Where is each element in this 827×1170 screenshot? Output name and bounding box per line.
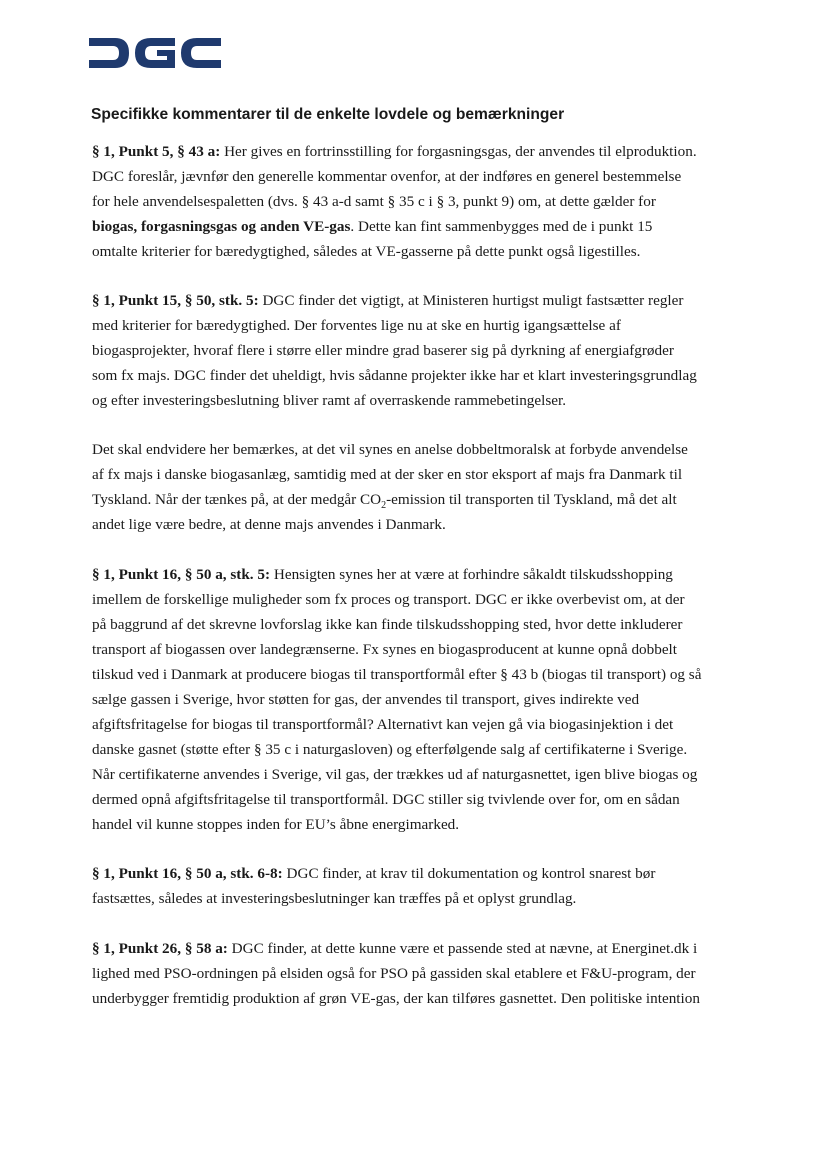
paragraph-5	[92, 861, 655, 911]
para-line: og efter investeringsbeslutning bliver ramt af overraskende rammebetingelser.	[92, 392, 567, 409]
para-line: transport af biogassen over landegrænserne. Fx synes en biogasproducent at kunne opnå dobbelt	[92, 641, 677, 658]
paragraph-6	[92, 936, 700, 1011]
para-line: § 1, Punkt 15, § 50, stk. 5: DGC finder det vigtigt, at Ministeren hurtigst muligt fastsætter regler	[92, 292, 684, 309]
paragraph-1	[92, 139, 697, 264]
para-line: underbygger fremtidig produktion af grøn VE-gas, der kan tilføres gasnettet. Den politiske intention	[92, 990, 700, 1007]
section-heading: Specifikke kommentarer til de enkelte lovdele og bemærkninger	[91, 106, 565, 123]
para-line: afgiftsfritagelse for biogas til transportformål? Alternativt kan vejen gå via biogasinjektion i det	[92, 716, 674, 733]
para-line: som fx majs. DGC finder det uheldigt, hvis sådanne projekter ikke har et klart investeringsgrundlag	[92, 367, 697, 384]
para-line: handel vil kunne stoppes inden for EU’s åbne energimarked.	[92, 816, 460, 833]
para-line: Det skal endvidere her bemærkes, at det vil synes en anelse dobbeltmoralsk at forbyde anvendelse	[92, 441, 688, 458]
para-line: § 1, Punkt 16, § 50 a, stk. 6-8: DGC finder, at krav til dokumentation og kontrol snarest bør	[92, 865, 656, 882]
para-line: sælge gassen i Sverige, hvor støtten for gas, der anvendes til transport, gives indirekte ved	[92, 691, 640, 708]
para-line: af fx majs i danske biogasanlæg, samtidig med at der sker en stor eksport af majs fra Danmark til	[92, 466, 683, 483]
para-line: andet lige være bedre, at denne majs anvendes i Danmark.	[92, 516, 446, 533]
logo-letter-d	[89, 38, 129, 68]
paragraph-2	[92, 288, 697, 413]
dgc-logo	[89, 38, 221, 68]
logo-letter-c	[181, 38, 221, 68]
logo-letter-g	[135, 38, 175, 68]
para-line: § 1, Punkt 5, § 43 a: Her gives en fortrinsstilling for forgasningsgas, der anvendes til elproduktion.	[92, 143, 697, 160]
para-line: § 1, Punkt 16, § 50 a, stk. 5: Hensigten synes her at være at forhindre såkaldt tilskudsshopping	[92, 566, 673, 583]
para-line: på baggrund af det skrevne lovforslag ikke kan finde tilskudsshopping sted, hvor dette inkluderer	[92, 616, 683, 633]
para-line: imellem de forskellige muligheder som fx proces og transport. DGC er ikke overbevist om, at der	[92, 591, 685, 608]
para-line: for hele anvendelsespaletten (dvs. § 43 a-d samt § 35 c i § 3, punkt 9) om, at dette gælder for	[92, 193, 656, 210]
para-line: § 1, Punkt 26, § 58 a: DGC finder, at dette kunne være et passende sted at nævne, at Energinet.dk i	[92, 940, 698, 957]
para-line: dermed opnå afgiftsfritagelse til transportformål. DGC stiller sig tvivlende over for, om en sådan	[92, 791, 680, 808]
para-line: danske gasnet (støtte efter § 35 c i naturgasloven) og efterfølgende salg af certifikaterne i Sverige.	[92, 741, 688, 758]
para-line: DGC foreslår, jævnfør den generelle kommentar ovenfor, at der indføres en generel bestemmelse	[92, 168, 682, 185]
paragraph-3	[92, 437, 688, 537]
para-line: omtalte kriterier for bæredygtighed, således at VE-gasserne på dette punkt også ligestilles.	[92, 243, 641, 260]
paragraph-4	[92, 562, 701, 837]
para-line: Når certifikaterne anvendes i Sverige, vil gas, der trækkes ud af naturgasnettet, igen blive biogas og	[92, 766, 698, 783]
para-line: Tyskland. Når der tænkes på, at der medgår $CO_2$-emission til transporten til Tyskland, må det alt	[92, 491, 677, 512]
para-line: lighed med PSO-ordningen på elsiden også for PSO på gassiden skal etablere et F&U-program, der	[92, 965, 696, 982]
para-line: biogas, forgasningsgas og anden VE-gas. Dette kan fint sammenbygges med de i punkt 15	[92, 218, 653, 235]
para-line: fastsættes, således at investeringsbeslutninger kan træffes på et oplyst grundlag.	[92, 890, 577, 907]
para-line: tilskud ved i Danmark at producere biogas til transportformål efter § 43 b (biogas til transport) og så	[92, 666, 702, 683]
para-line: med kriterier for bæredygtighed. Der forventes lige nu at ske en hurtig igangsættelse af	[92, 317, 621, 334]
para-line: biogasprojekter, hvoraf flere i større eller mindre grad baserer sig på dyrkning af energiafgrøder	[92, 342, 674, 359]
